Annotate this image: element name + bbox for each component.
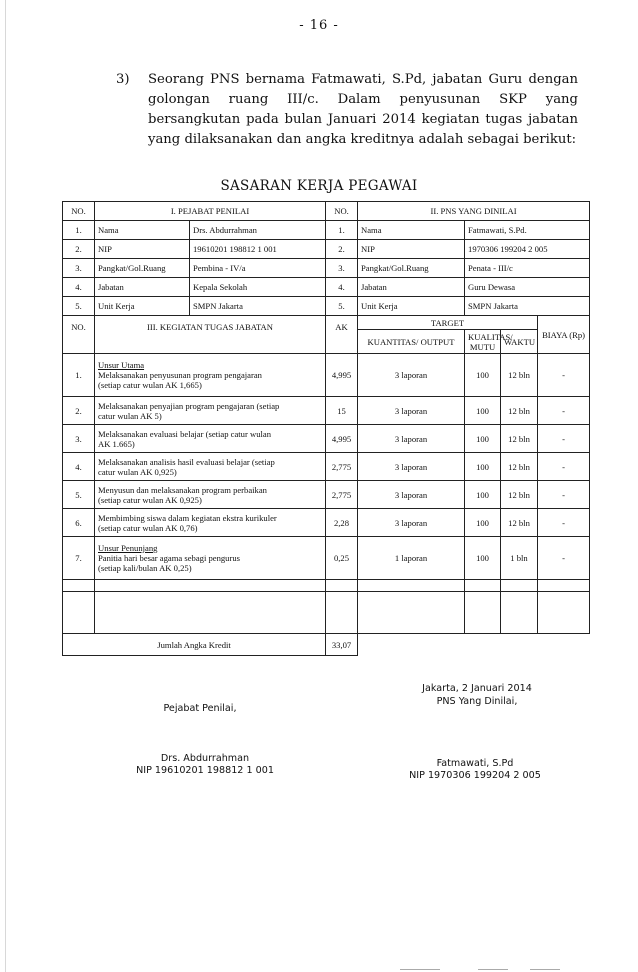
identity-no: 5. (63, 297, 95, 316)
identity-label: Jabatan (95, 278, 190, 297)
activity-line-2: (setiap catur wulan AK 1,665) (98, 380, 202, 390)
activity-header-kegiatan: III. KEGIATAN TUGAS JABATAN (95, 316, 326, 354)
activity-line-1: Melaksanakan analisis hasil evaluasi belajar (setiap (98, 456, 275, 467)
activity-waktu: 12 bln (501, 509, 538, 537)
activity-output: 1 laporan (358, 537, 465, 580)
place-date: Jakarta, 2 Januari 2014 (422, 683, 532, 694)
activity-description (95, 509, 326, 537)
identity-value: Drs. Abdurrahman (190, 221, 326, 240)
activity-line-2: AK 1.665) (98, 438, 135, 449)
identity-no: 4. (63, 278, 95, 297)
activity-line-2: catur wulan AK 0,925) (98, 466, 177, 477)
activity-ak: 4,995 (326, 354, 358, 397)
right-signature-title: PNS Yang Dinilai, (436, 696, 518, 707)
document-title: SASARAN KERJA PEGAWAI (220, 178, 418, 194)
activity-output: 3 laporan (358, 509, 465, 537)
activity-row (63, 453, 590, 481)
left-signature-block (115, 753, 295, 777)
identity-no: 1. (63, 221, 95, 240)
identity-row (63, 240, 590, 259)
activity-row (63, 425, 590, 453)
activity-biaya: - (538, 425, 590, 453)
activity-header-target: TARGET (358, 316, 538, 330)
identity-label-2: NIP (358, 240, 465, 259)
header-pns-dinilai: II. PNS YANG DINILAI (358, 202, 590, 221)
identity-value-2: Penata - III/c (465, 259, 590, 278)
activity-ak: 15 (326, 397, 358, 425)
activity-no: 7. (63, 537, 95, 580)
activity-output: 3 laporan (358, 354, 465, 397)
activity-ak: 0,25 (326, 537, 358, 580)
skp-table (62, 201, 590, 656)
activity-ak: 4,995 (326, 425, 358, 453)
identity-value-2: Guru Dewasa (465, 278, 590, 297)
activity-header-kuantitas: KUANTITAS/ OUTPUT (358, 330, 465, 354)
activity-no: 5. (63, 481, 95, 509)
empty-row (63, 580, 590, 592)
activity-biaya: - (538, 354, 590, 397)
activity-biaya: - (538, 397, 590, 425)
header-no-2: NO. (326, 202, 358, 221)
activity-line-1: Melaksanakan penyajian program pengajaran (setiap (98, 400, 280, 411)
activity-line-1: Menyusun dan melaksanakan program perbaikan (98, 484, 267, 495)
activity-waktu: 12 bln (501, 354, 538, 397)
identity-row (63, 221, 590, 240)
identity-row (63, 297, 590, 316)
identity-label: NIP (95, 240, 190, 259)
activity-biaya: - (538, 481, 590, 509)
identity-label: Pangkat/Gol.Ruang (95, 259, 190, 278)
identity-value: SMPN Jakarta (190, 297, 326, 316)
identity-label-2: Pangkat/Gol.Ruang (358, 259, 465, 278)
activity-description (95, 425, 326, 453)
activity-no: 1. (63, 354, 95, 397)
activity-mutu: 100 (465, 509, 501, 537)
activity-header-waktu: WAKTU (501, 330, 538, 354)
table-header-row (63, 202, 590, 221)
left-signer-nip: NIP 19610201 198812 1 001 (136, 765, 274, 776)
activity-line-1: Melaksanakan penyusunan program pengajaran (98, 370, 262, 380)
activity-output: 3 laporan (358, 453, 465, 481)
activity-ak: 2,28 (326, 509, 358, 537)
identity-no-2: 4. (326, 278, 358, 297)
identity-no-2: 1. (326, 221, 358, 240)
activity-line-1: Panitia hari besar agama sebagi pengurus (98, 553, 240, 563)
activity-mutu: 100 (465, 397, 501, 425)
activity-no: 6. (63, 509, 95, 537)
activity-line-2: catur wulan AK 5) (98, 410, 162, 421)
section-label-utama: Unsur Utama (98, 360, 145, 370)
activity-mutu: 100 (465, 481, 501, 509)
identity-no-2: 3. (326, 259, 358, 278)
activity-header-no: NO. (63, 316, 95, 354)
header-no: NO. (63, 202, 95, 221)
identity-label-2: Nama (358, 221, 465, 240)
activity-description (95, 481, 326, 509)
left-signer-name: Drs. Abdurrahman (160, 753, 250, 764)
activity-line-2: (setiap catur wulan AK 0,925) (98, 494, 202, 505)
empty-row (63, 592, 590, 634)
identity-no: 2. (63, 240, 95, 259)
activity-output: 3 laporan (358, 481, 465, 509)
activity-ak: 2,775 (326, 453, 358, 481)
activity-biaya: - (538, 453, 590, 481)
activity-waktu: 1 bln (501, 537, 538, 580)
total-blank (358, 634, 590, 656)
identity-label: Unit Kerja (95, 297, 190, 316)
footer-line (530, 969, 560, 970)
activity-line-1: Membimbing siswa dalam kegiatan ekstra kurikuler (98, 512, 277, 523)
identity-no: 3. (63, 259, 95, 278)
activity-line-2: (setiap catur wulan AK 0,76) (98, 522, 198, 533)
intro-paragraph (116, 70, 578, 150)
identity-value-2: Fatmawati, S.Pd. (465, 221, 590, 240)
activity-output: 3 laporan (358, 425, 465, 453)
right-signer-nip: NIP 1970306 199204 2 005 (409, 770, 541, 781)
header-pejabat-penilai: I. PEJABAT PENILAI (95, 202, 326, 221)
activity-waktu: 12 bln (501, 397, 538, 425)
activity-waktu: 12 bln (501, 425, 538, 453)
identity-no-2: 2. (326, 240, 358, 259)
identity-row (63, 259, 590, 278)
activity-row (63, 397, 590, 425)
identity-label-2: Jabatan (358, 278, 465, 297)
activity-biaya: - (538, 537, 590, 580)
identity-value-2: 1970306 199204 2 005 (465, 240, 590, 259)
right-signer-name: Fatmawati, S.Pd (436, 758, 514, 769)
identity-value: Kepala Sekolah (190, 278, 326, 297)
activity-header-kualitas: KUALITAS/ MUTU (465, 330, 501, 354)
activity-row (63, 537, 590, 580)
intro-number: 3) (116, 72, 130, 87)
activity-mutu: 100 (465, 453, 501, 481)
identity-label: Nama (95, 221, 190, 240)
activity-no: 2. (63, 397, 95, 425)
right-signature-block (385, 758, 565, 782)
activity-description (95, 397, 326, 425)
activity-ak: 2,775 (326, 481, 358, 509)
page-number: - 16 - (299, 18, 339, 33)
identity-value-2: SMPN Jakarta (465, 297, 590, 316)
activity-row (63, 481, 590, 509)
identity-no-2: 5. (326, 297, 358, 316)
intro-text: Seorang PNS bernama Fatmawati, S.Pd, jabatan Guru dengan golongan ruang III/c. Dalam penyusunan SKP yang bersangkutan pada bulan Januari 2014 kegiatan tugas jabatan yang dilaksanakan dan angka kreditnya adalah sebagai berikut: (148, 72, 578, 147)
identity-value: Pembina - IV/a (190, 259, 326, 278)
activity-row (63, 509, 590, 537)
activity-no: 3. (63, 425, 95, 453)
identity-row (63, 278, 590, 297)
activity-line-2: (setiap kali/bulan AK 0,25) (98, 563, 192, 573)
activity-mutu: 100 (465, 354, 501, 397)
total-row (63, 634, 590, 656)
identity-value: 19610201 198812 1 001 (190, 240, 326, 259)
total-value: 33,07 (326, 634, 358, 656)
activity-biaya: - (538, 509, 590, 537)
activity-header-row (63, 316, 590, 330)
activity-header-biaya: BIAYA (Rp) (538, 316, 590, 354)
activity-description (95, 354, 326, 397)
total-label: Jumlah Angka Kredit (63, 634, 326, 656)
footer-line (478, 969, 508, 970)
activity-header-ak: AK (326, 316, 358, 354)
left-signature-title: Pejabat Penilai, (163, 703, 237, 714)
activity-waktu: 12 bln (501, 453, 538, 481)
activity-waktu: 12 bln (501, 481, 538, 509)
activity-no: 4. (63, 453, 95, 481)
footer-line (400, 969, 440, 970)
activity-description (95, 453, 326, 481)
activity-output: 3 laporan (358, 397, 465, 425)
activity-line-1: Melaksanakan evaluasi belajar (setiap catur wulan (98, 428, 271, 439)
section-label-penunjang: Unsur Penunjang (98, 543, 158, 553)
activity-description (95, 537, 326, 580)
page-edge-line (5, 0, 6, 972)
identity-label-2: Unit Kerja (358, 297, 465, 316)
activity-mutu: 100 (465, 537, 501, 580)
activity-mutu: 100 (465, 425, 501, 453)
activity-row (63, 354, 590, 397)
